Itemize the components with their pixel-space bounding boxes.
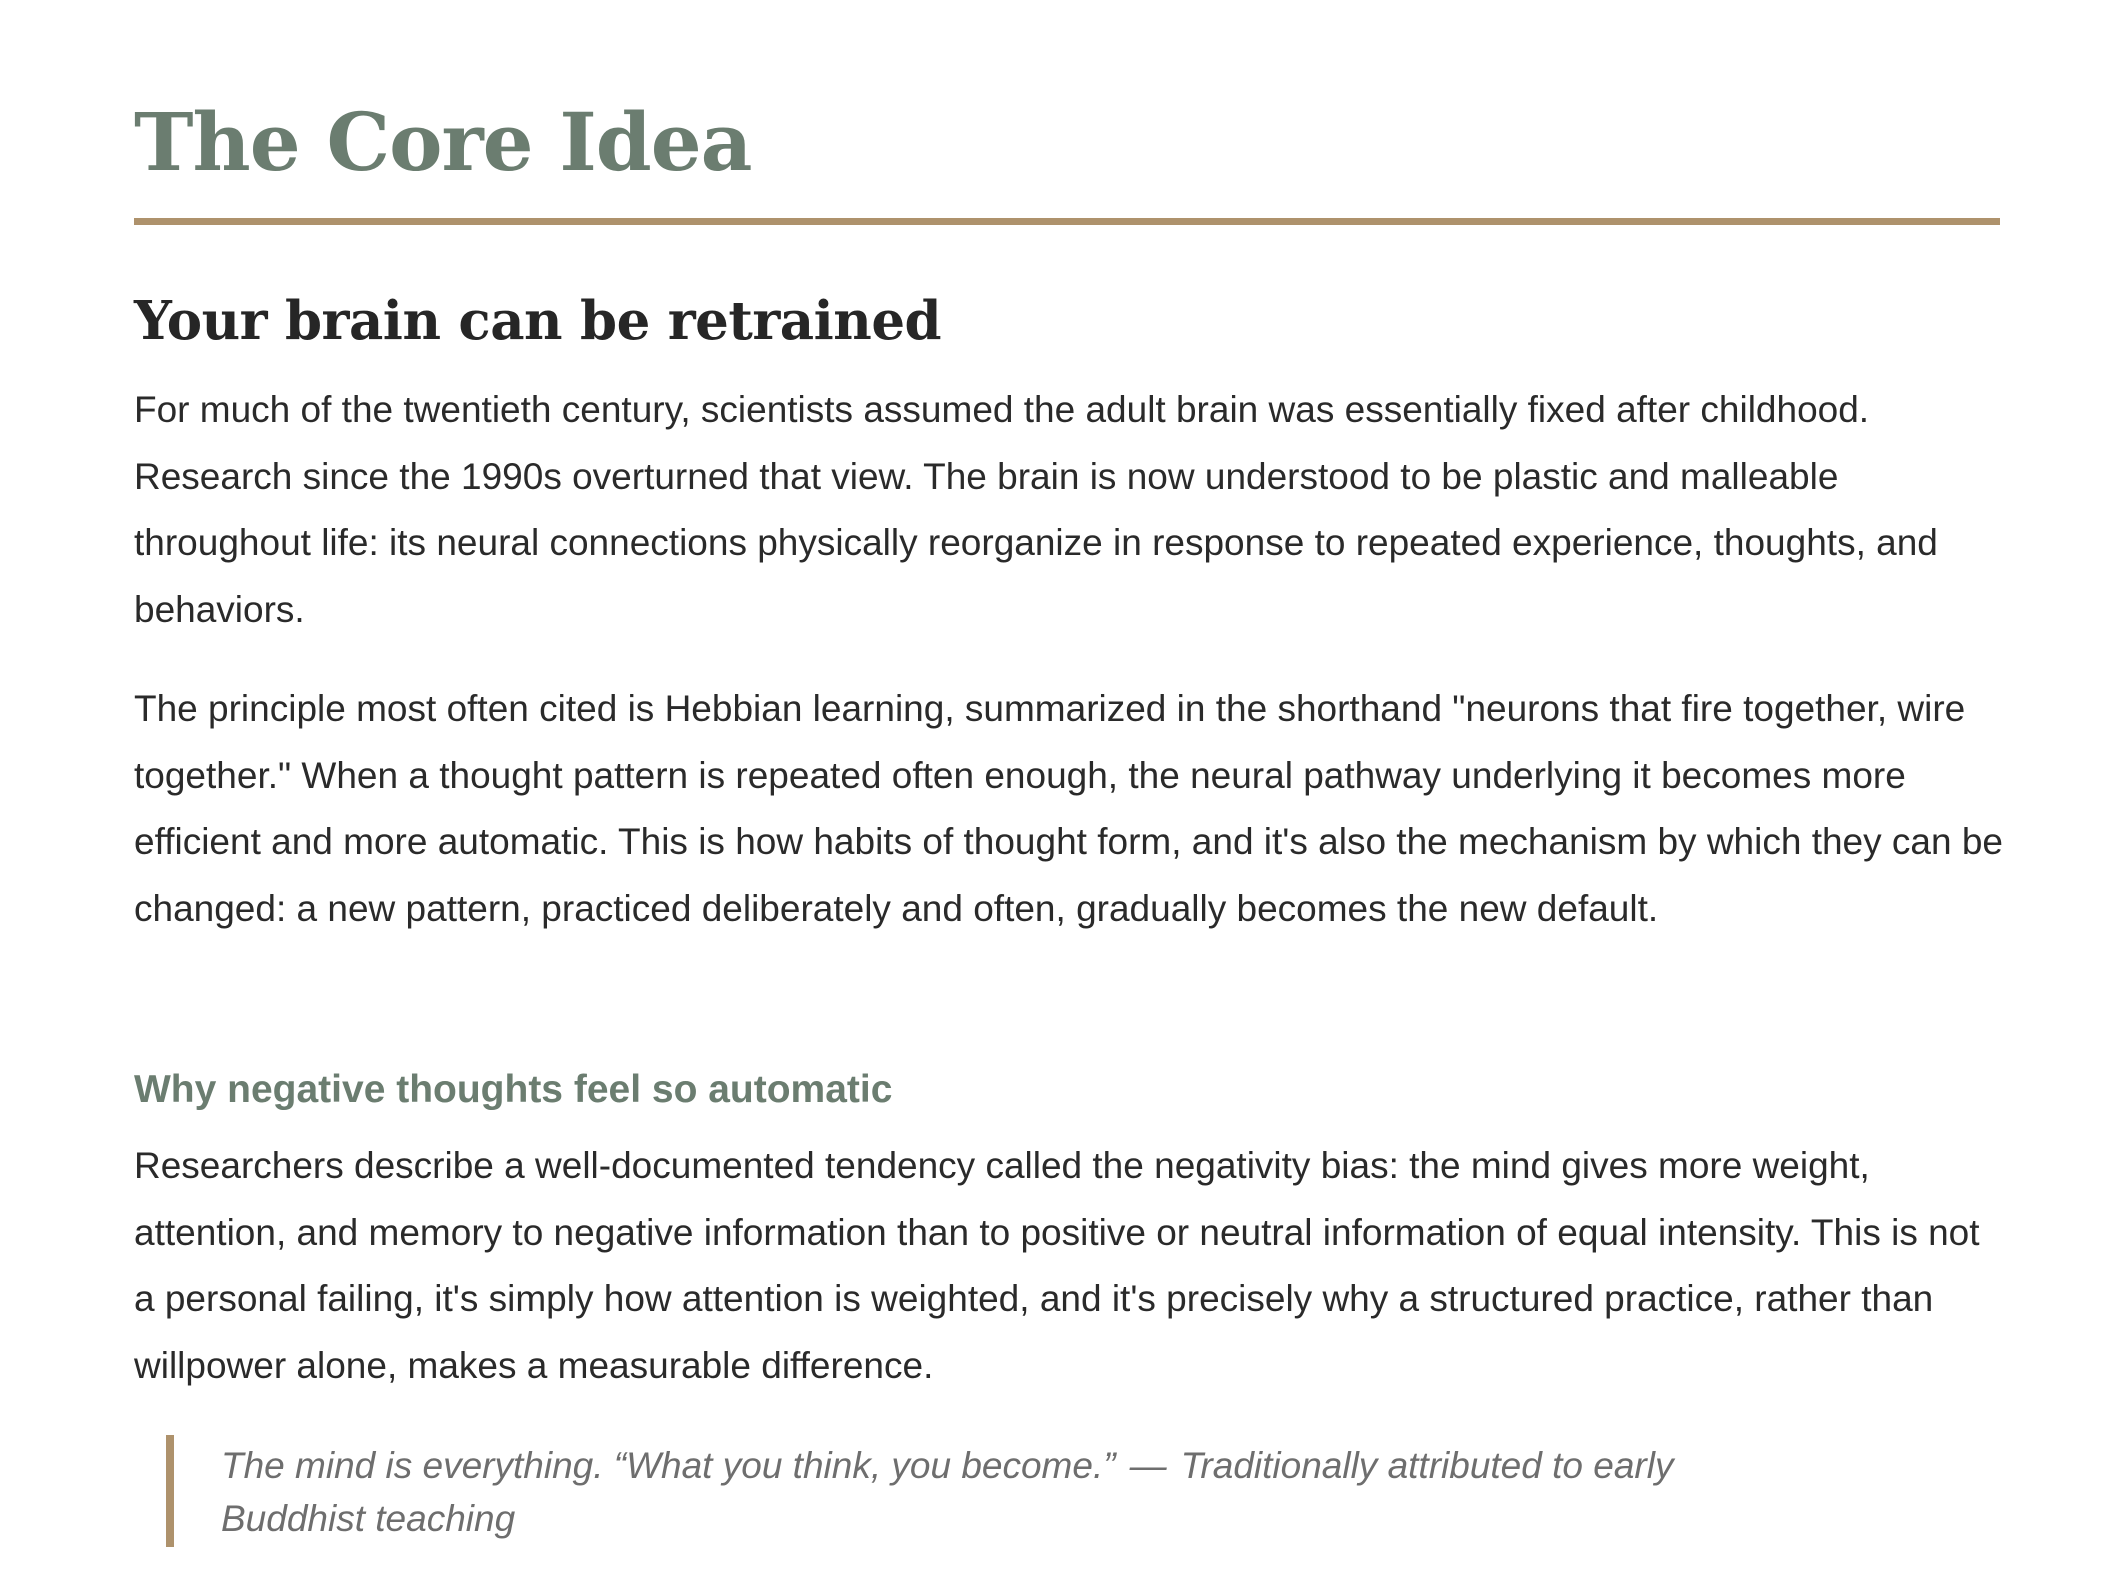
subheading-negative-thoughts: Why negative thoughts feel so automatic <box>134 1068 893 1111</box>
pull-quote <box>166 1435 1826 1547</box>
page-title: The Core Idea <box>134 95 752 189</box>
paragraph-negativity-bias: Researchers describe a well-documented tendency called the negativity bias: the mind gives more weight, attention, and memory to negative information than to positive or neutral information of equal intensity. This is not a personal failing, it's simply how attention is weighted, and it's precisely why a structured practice, rather than willpower alone, makes a measurable difference. <box>134 1145 1980 1386</box>
quote-separator: — <box>1129 1445 1167 1486</box>
section-heading: Your brain can be retrained <box>134 290 942 352</box>
quote-text <box>221 1435 1826 1545</box>
paragraph-hebbian-learning: The principle most often cited is Hebbian learning, summarized in the shorthand "neurons that fire together, wire together." When a thought pattern is repeated often enough, the neural pathway underlying it becomes more efficient and more automatic. This is how habits of thought form, and it's also the mechanism by which they can be changed: a new pattern, practiced deliberately and often, gradually becomes the new default. <box>134 688 2004 929</box>
title-divider <box>134 218 2000 225</box>
quote-attribution: Traditionally attributed to early Buddhist teaching <box>221 1445 1674 1539</box>
paragraph-neuroplasticity: For much of the twentieth century, scientists assumed the adult brain was essentially fixed after childhood. Research since the 1990s overturned that view. The brain is now understood to be plastic and malleable throughout life: its neural connections physically reorganize in response to repeated experience, thoughts, and behaviors. <box>134 389 1938 630</box>
quote-body: The mind is everything. “What you think, you become.” <box>221 1445 1116 1486</box>
